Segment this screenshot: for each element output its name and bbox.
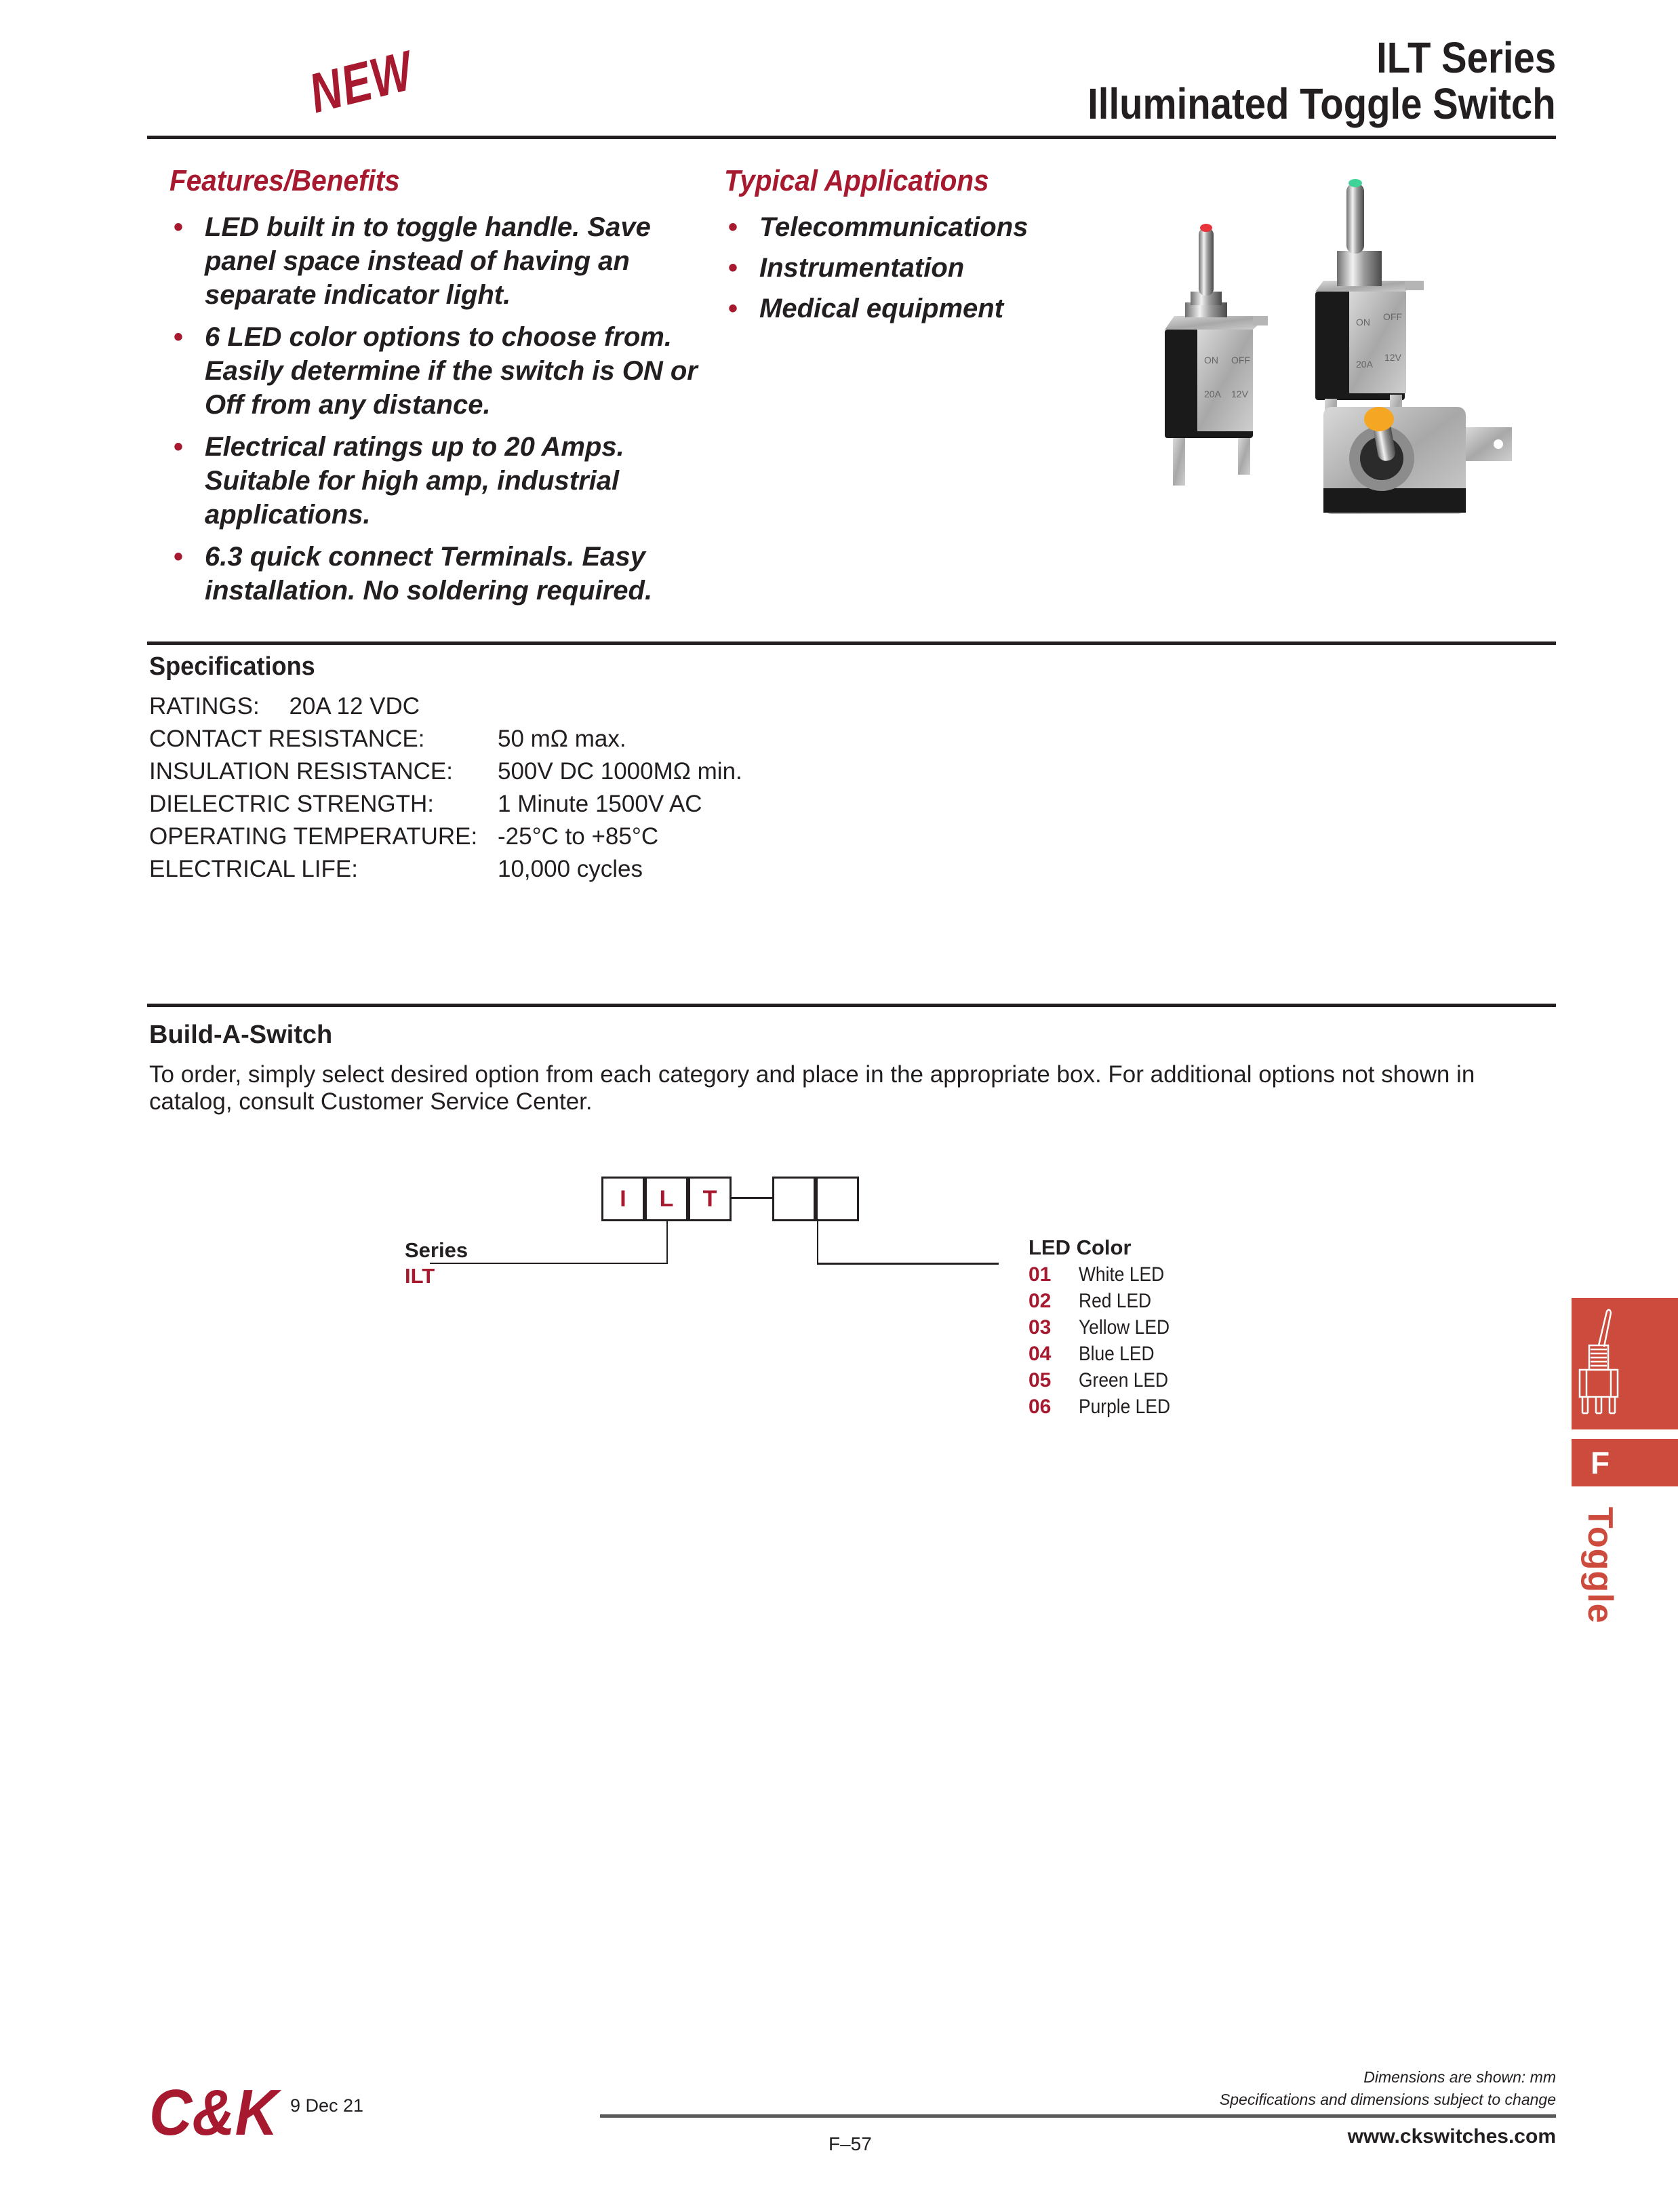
feature-item: • 6.3 quick connect Terminals. Easy installation. No soldering required. — [169, 540, 705, 608]
footer-note-disclaimer: Specifications and dimensions subject to change — [1219, 2091, 1556, 2108]
bullet-icon: • — [728, 253, 738, 283]
led-option — [1028, 1341, 1165, 1367]
spec-label: INSULATION RESISTANCE: — [149, 758, 453, 785]
page-title-product: Illuminated Toggle Switch — [1087, 79, 1556, 128]
series-label: Series — [405, 1238, 468, 1262]
header-divider — [147, 136, 1556, 139]
features-title: Features/Benefits — [169, 164, 400, 197]
applications-title: Typical Applications — [724, 164, 989, 197]
footer-note-dimensions: Dimensions are shown: mm — [1363, 2068, 1556, 2086]
spec-label: ELECTRICAL LIFE: — [149, 856, 358, 882]
spec-value: 50 mΩ max. — [498, 726, 626, 752]
features-list — [169, 210, 705, 608]
ck-logo — [149, 2078, 285, 2140]
spec-value: 10,000 cycles — [498, 856, 643, 882]
application-item: • Telecommunications — [724, 210, 1104, 244]
led-color-title: LED Color — [1028, 1236, 1132, 1259]
led-option-code: 02 — [1028, 1290, 1052, 1312]
spec-value: 500V DC 1000MΩ min. — [498, 758, 742, 785]
page-title-series: ILT Series — [1376, 33, 1556, 82]
part-box-3: T — [688, 1177, 732, 1221]
led-option-code: 06 — [1028, 1396, 1052, 1418]
website-link[interactable]: www.ckswitches.com — [1347, 2125, 1556, 2148]
build-a-switch-title: Build-A-Switch — [149, 1021, 333, 1049]
spec-row — [149, 723, 626, 755]
bullet-icon: • — [728, 212, 738, 242]
footer-divider — [600, 2114, 1556, 2118]
led-option-code: 04 — [1028, 1343, 1052, 1365]
toggle-switch-icon — [1572, 1298, 1678, 1429]
features-section — [169, 164, 705, 616]
new-badge: NEW — [303, 39, 420, 125]
marking-amps: 20A — [1204, 389, 1221, 399]
svg-text:20A: 20A — [1356, 359, 1373, 370]
led-green — [1349, 179, 1362, 187]
bullet-icon: • — [728, 294, 738, 323]
marking-off: OFF — [1231, 355, 1250, 366]
series-code: ILT — [405, 1264, 435, 1288]
connector-line — [732, 1197, 772, 1199]
part-box-2: L — [645, 1177, 688, 1221]
spec-row — [149, 853, 643, 886]
side-tab-section-label: Toggle — [1580, 1507, 1620, 1624]
logo-text: C&K — [149, 2078, 283, 2140]
bullet-icon: • — [174, 322, 184, 352]
led-option — [1028, 1288, 1161, 1314]
led-leader-vertical — [817, 1221, 818, 1264]
led-red — [1200, 224, 1212, 232]
toggle-switch-amber-photo — [1323, 407, 1512, 514]
led-leader-horizontal — [817, 1263, 999, 1265]
led-option-code: 01 — [1028, 1263, 1052, 1286]
spec-value: 1 Minute 1500V AC — [498, 791, 702, 817]
spec-label: OPERATING TEMPERATURE: — [149, 823, 478, 850]
toggle-switch-green-photo — [1315, 179, 1424, 441]
led-option-code: 03 — [1028, 1316, 1052, 1339]
spec-value: -25°C to +85°C — [498, 823, 659, 850]
led-option-name: Purple LED — [1079, 1396, 1171, 1418]
build-divider — [147, 1004, 1556, 1007]
page-number: F–57 — [828, 2133, 872, 2154]
product-photo — [1092, 170, 1559, 536]
spec-value: 20A 12 VDC — [289, 693, 420, 719]
part-box-1: I — [601, 1177, 645, 1221]
application-item: • Instrumentation — [724, 251, 1104, 285]
part-box-4[interactable] — [772, 1177, 816, 1221]
bullet-icon: • — [174, 432, 184, 462]
application-item: • Medical equipment — [724, 292, 1104, 325]
led-option-name: Blue LED — [1079, 1343, 1155, 1365]
led-amber — [1364, 407, 1394, 431]
specifications-title: Specifications — [149, 652, 315, 681]
led-option-name: White LED — [1079, 1263, 1165, 1286]
applications-section — [724, 164, 1104, 332]
part-box-5[interactable] — [816, 1177, 859, 1221]
spec-row — [149, 821, 659, 853]
spec-label: DIELECTRIC STRENGTH: — [149, 791, 435, 817]
series-leader-horizontal — [430, 1263, 668, 1264]
led-option — [1028, 1314, 1182, 1341]
led-option — [1028, 1394, 1182, 1420]
side-tab-icon-panel[interactable] — [1572, 1298, 1678, 1429]
footer-date: 9 Dec 21 — [290, 2095, 364, 2116]
series-leader-vertical — [666, 1221, 668, 1264]
feature-item: • 6 LED color options to choose from. Easily determine if the switch is ON or Off from any distance. — [169, 320, 705, 422]
svg-text:ON: ON — [1356, 317, 1370, 328]
specs-divider — [147, 641, 1556, 645]
marking-volts: 12V — [1231, 389, 1248, 399]
feature-item: • LED built in to toggle handle. Save panel space instead of having an separate indicator light. — [169, 210, 705, 312]
led-option-name: Yellow LED — [1079, 1316, 1170, 1339]
svg-text:12V: 12V — [1384, 352, 1401, 363]
toggle-switch-red-photo — [1165, 224, 1268, 486]
led-option-name: Green LED — [1079, 1369, 1169, 1391]
spec-row-ratings — [149, 690, 420, 723]
spec-label: RATINGS: — [149, 693, 260, 719]
spec-row — [149, 755, 742, 788]
svg-text:OFF: OFF — [1383, 311, 1402, 322]
side-tab-letter[interactable]: F — [1572, 1439, 1678, 1486]
led-option — [1028, 1367, 1180, 1394]
spec-row — [149, 788, 702, 821]
marking-on: ON — [1204, 355, 1218, 366]
bullet-icon: • — [174, 212, 184, 242]
bullet-icon: • — [174, 542, 184, 572]
led-option-code: 05 — [1028, 1369, 1052, 1391]
spec-label: CONTACT RESISTANCE: — [149, 726, 425, 752]
feature-item: • Electrical ratings up to 20 Amps. Suitable for high amp, industrial applications. — [169, 430, 705, 532]
led-option — [1028, 1261, 1176, 1288]
led-option-name: Red LED — [1079, 1290, 1152, 1312]
build-a-switch-description: To order, simply select desired option from each category and place in the appropriate box. For additional options not shown in catalog, consult Customer Service Center. — [149, 1061, 1475, 1115]
applications-list — [724, 210, 1104, 325]
